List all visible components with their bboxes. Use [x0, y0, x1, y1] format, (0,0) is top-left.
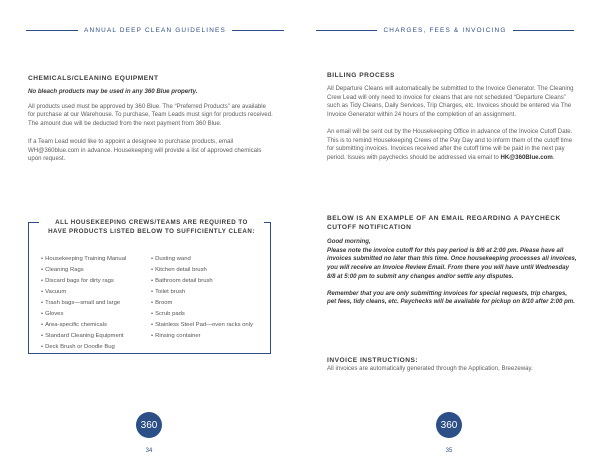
header-rule — [232, 30, 284, 31]
left-running-header — [26, 24, 284, 36]
invoice-instructions-section — [327, 356, 577, 374]
product-list-item: • Gloves — [41, 309, 151, 320]
product-list-item: • Toilet brush — [151, 287, 269, 298]
product-list-item: • Deck Brush or Doodle Bug — [41, 342, 151, 353]
product-list-item: • Vacuum — [41, 287, 151, 298]
billing-paragraph-1: All Departure Cleans will automatically be submitted to the Invoice Generator. The Cleaning Crew Lead will only need to invoice for cleans that are not scheduled “Departure Cleans” such as Tidy Cleans, Daily Services, Trip Charges, etc. Invoices should be entered via The Invoice Generator within 24 hours of the completion of an assignment. — [327, 85, 574, 119]
product-list-item: • Dusting wand — [151, 254, 269, 265]
billing-paragraph-2-end: . — [552, 153, 555, 161]
product-list-right — [151, 254, 269, 353]
required-products-box — [28, 219, 271, 354]
header-rule — [316, 30, 377, 31]
product-list-item: • Trash bags—small and large — [41, 298, 151, 309]
product-list-item: • Kitchen detail brush — [151, 265, 269, 276]
required-products-title — [39, 218, 264, 236]
product-list-item: • Standard Cleaning Equipment — [41, 331, 151, 342]
360-logo-badge: 360 — [136, 412, 162, 438]
billing-process-title: BILLING PROCESS — [327, 72, 395, 79]
chemicals-section-title: CHEMICALS/CLEANING EQUIPMENT — [28, 75, 159, 82]
invoice-instructions-text: All invoices are automatically generated through the Application, Breezeway. — [327, 365, 533, 372]
product-columns — [41, 254, 269, 353]
email-greeting: Good morning, — [327, 238, 371, 245]
billing-paragraph-2 — [327, 128, 577, 163]
product-list-left — [41, 254, 151, 353]
invoice-instructions-title: INVOICE INSTRUCTIONS: — [327, 357, 419, 364]
box-title-line-2: HAVE PRODUCTS LISTED BELOW TO SUFFICIENTLY CLEAN: — [48, 228, 255, 235]
product-list-item: • Bathroom detail brush — [151, 276, 269, 287]
left-header-title: ANNUAL DEEP CLEAN GUIDELINES — [84, 26, 226, 34]
product-list-item: • Rinsing container — [151, 331, 269, 342]
housekeeping-email-link[interactable]: HK@360Blue.com — [500, 153, 553, 161]
email-example-section — [327, 214, 577, 307]
billing-section — [327, 71, 577, 163]
email-paragraph-2: Remember that you are only submitting invoices for special requests, trip charges, pet fees, tidy cleans, etc. Paychecks will be available for pickup on 8/10 after 2:00 pm. — [327, 289, 575, 306]
product-list-item: • Cleaning Rags — [41, 265, 151, 276]
product-list-item: • Broom — [151, 298, 269, 309]
360-logo-badge: 360 — [436, 412, 462, 438]
product-list-item: • Scrub pads — [151, 309, 269, 320]
header-rule — [26, 30, 78, 31]
product-list-item: • Discard bags for dirty rags — [41, 276, 151, 287]
email-paragraph-1: Please note the invoice cutoff for this pay period is 8/6 at 2:00 pm. Please have all invoices submitted no later than this time. Once housekeeping processes all invoices, you will receive an Invoice Review Email. From there you will have until Wednesday 8/8 at 5:00 pm to submit any changes and/or settle any disputes. — [327, 246, 577, 280]
chemicals-section — [28, 74, 274, 164]
header-rule — [513, 30, 574, 31]
product-list-item: • Housekeeping Training Manual — [41, 254, 151, 265]
right-page — [300, 0, 600, 463]
email-example-title-line-2: CUTOFF NOTIFICATION — [327, 224, 412, 231]
page-number-left: 34 — [145, 448, 153, 454]
bleach-notice: No bleach products may be used in any 360 Blue property. — [28, 88, 198, 95]
product-list-item: • Stainless Steel Pad—oven racks only — [151, 320, 269, 331]
right-running-header — [316, 24, 574, 36]
email-example-title-line-1: BELOW IS AN EXAMPLE OF AN EMAIL REGARDING A PAYCHECK — [327, 215, 561, 222]
billing-paragraph-2-text: An email will be sent out by the Housekeeping Office in advance of the Invoice Cutoff Date. This is to remind Housekeeping Crews of the Pay Day and to inform them of the cutoff time for submitting invoices. Invoices received after the cutoff time will be paid in the next pay period. Issues with paychecks should be addressed via email to — [327, 127, 573, 161]
page-number-right: 35 — [445, 448, 453, 454]
products-approval-paragraph: All products used must be approved by 360 Blue. The “Preferred Products” are available for purchase at our Warehouse. To purchase, Team Leads must sign for products received. The amount due will be deducted from the next payment from 360 Blue. — [28, 102, 273, 128]
box-title-line-1: ALL HOUSEKEEPING CREWS/TEAMS ARE REQUIRED TO — [55, 219, 248, 226]
designee-paragraph: If a Team Lead would like to appoint a designee to purchase products, email WH@360blue.com in advance. Housekeeping will provide a list of approved chemicals upon request. — [28, 137, 262, 163]
right-header-title: CHARGES, FEES & INVOICING — [383, 26, 507, 34]
product-list-item: • Area-specific chemicals — [41, 320, 151, 331]
